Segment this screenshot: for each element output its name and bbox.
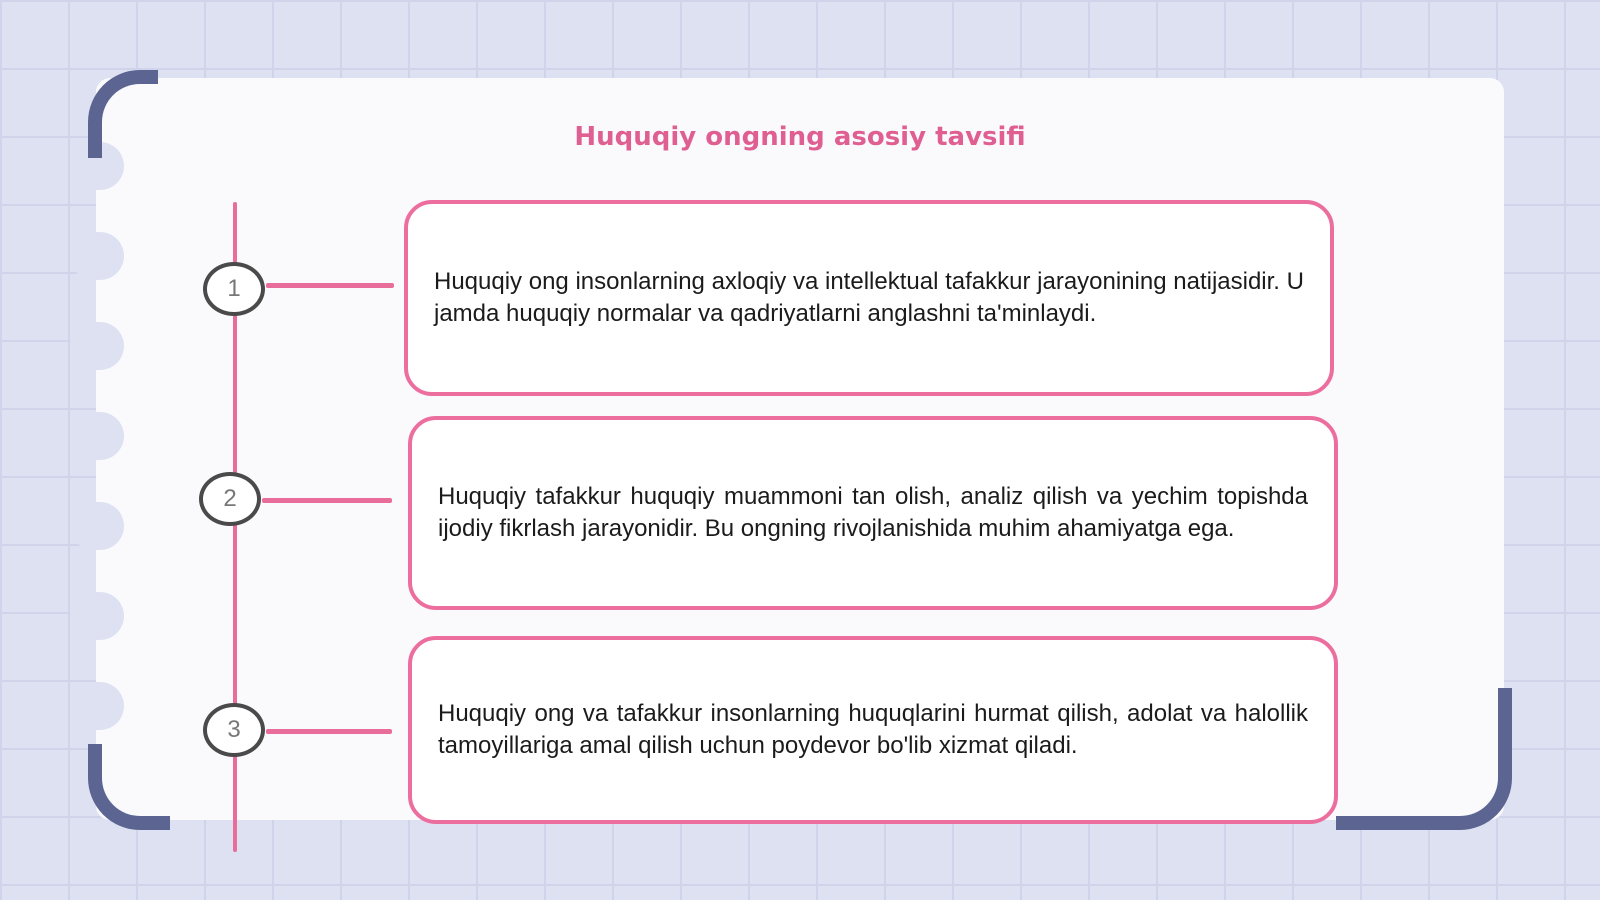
step-card <box>408 416 1338 610</box>
slide-title: Huquqiy ongning asosiy tavsifi <box>574 122 1026 152</box>
frame-corner-bottom-left <box>88 744 170 830</box>
paper-notch <box>70 232 124 280</box>
paper-notch <box>70 502 124 550</box>
step-card-text: Huquqiy ong va tafakkur insonlarning huquqlarini hurmat qilish, adolat va halollik tamoyillariga amal qilish uchun poydevor bo'lib xizmat qiladi. <box>438 700 1308 759</box>
timeline-connector <box>266 729 392 734</box>
paper-notch <box>70 322 124 370</box>
step-card-text: Huquqiy ong insonlarning axloqiy va intellektual tafakkur jarayonining natijasidir. U jamda huquqiy normalar va qadriyatlarni anglashni ta'minlaydi. <box>434 268 1304 327</box>
timeline-connector <box>262 498 392 503</box>
step-card <box>408 636 1338 824</box>
timeline-connector <box>266 283 394 288</box>
step-card <box>404 200 1334 396</box>
step-number-badge: 1 <box>203 262 265 316</box>
frame-corner-bottom-right <box>1336 688 1512 830</box>
paper-notch <box>70 412 124 460</box>
paper-notch <box>70 592 124 640</box>
step-number-badge: 2 <box>199 472 261 526</box>
paper-notch <box>70 682 124 730</box>
step-number-badge: 3 <box>203 703 265 757</box>
step-card-text: Huquqiy tafakkur huquqiy muammoni tan olish, analiz qilish va yechim topishda ijodiy fikrlash jarayonidir. Bu ongning rivojlanishida muhim ahamiyatga ega. <box>438 483 1308 542</box>
